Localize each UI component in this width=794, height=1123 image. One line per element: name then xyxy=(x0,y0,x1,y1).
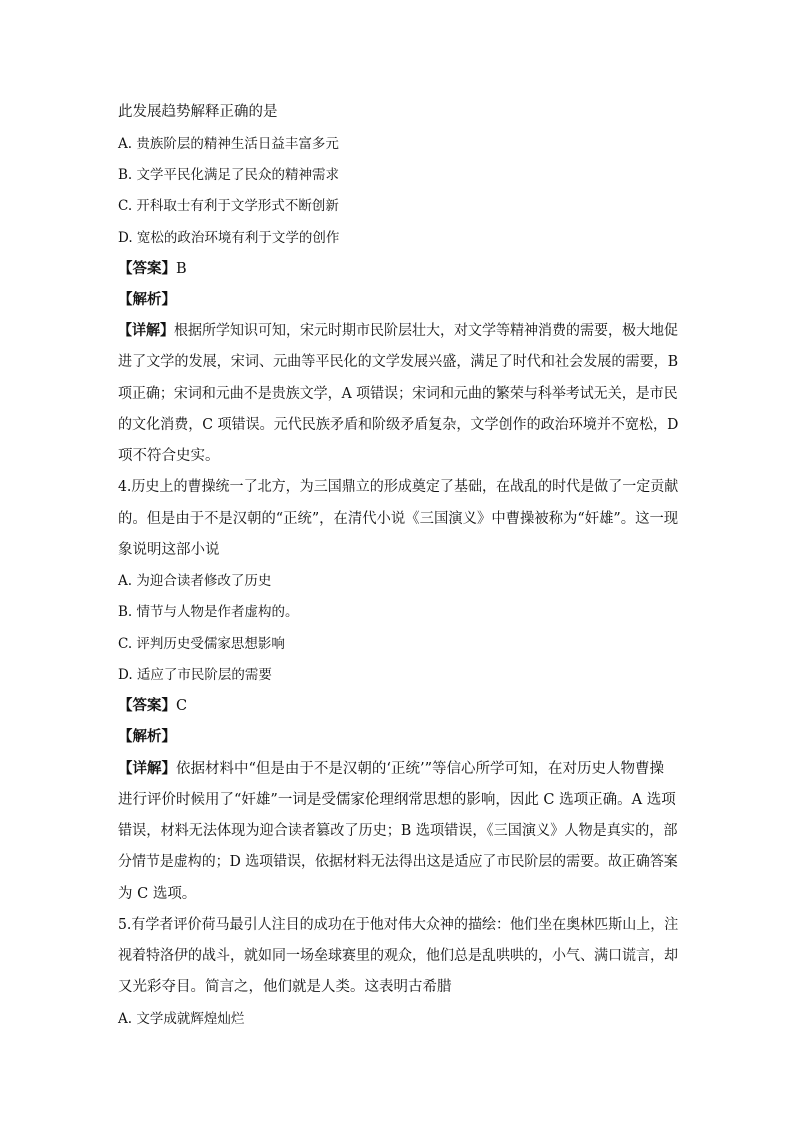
detail-label: 【详解】 xyxy=(118,322,174,339)
answer-label: 【答案】 xyxy=(118,260,176,277)
q4-detail-line-2: 进行评价时候用了“奸雄”一词是受儒家伦理纲常思想的影响，因此 C 选项正确。A 选项 xyxy=(118,792,676,808)
q3-answer xyxy=(118,259,678,279)
q4-stem-line-2: 的。但是由于不是汉朝的“正统”，在清代小说《三国演义》中曹操被称为“奸雄”。这一现 xyxy=(118,511,679,527)
q4-detail-line-4: 分情节是虚构的；D 选项错误，依据材料无法得出这是适应了市民阶层的需要。故正确答案 xyxy=(118,854,678,870)
q4-stem-line-1: 4.历史上的曹操统一了北方，为三国鼎立的形成奠定了基础，在战乱的时代是做了一定贡献 xyxy=(118,479,679,495)
q4-option-d: D. 适应了市民阶层的需要 xyxy=(118,667,272,683)
answer-value: B xyxy=(176,261,187,277)
q3-stem-tail: 此发展趋势解释正确的是 xyxy=(118,104,278,120)
answer-label: 【答案】 xyxy=(118,697,176,714)
analysis-label: 【解析】 xyxy=(118,291,176,308)
q3-option-b: B. 文学平民化满足了民众的精神需求 xyxy=(118,167,340,183)
q4-option-b: B. 情节与人物是作者虚构的。 xyxy=(118,604,299,620)
q3-option-a: A. 贵族阶层的精神生活日益丰富多元 xyxy=(118,136,339,152)
detail-text: 根据所学知识可知，宋元时期市民阶层壮大，对文学等精神消费的需要，极大地促 xyxy=(173,323,678,339)
q3-option-c: C. 开科取士有利于文学形式不断创新 xyxy=(118,198,339,214)
q3-option-d: D. 宽松的政治环境有利于文学的创作 xyxy=(118,230,340,246)
q5-stem-line-1: 5.有学者评价荷马最引人注目的成功在于他对伟大众神的描绘：他们坐在奥林匹斯山上，注 xyxy=(118,917,679,933)
detail-text: 依据材料中“但是由于不是汉朝的‘正统’”等信心所学可知，在对历史人物曹操 xyxy=(176,761,665,777)
q4-option-c: C. 评判历史受儒家思想影响 xyxy=(118,636,285,652)
answer-value: C xyxy=(176,698,188,714)
q3-detail-line-4: 的文化消费，C 项错误。元代民族矛盾和阶级矛盾复杂，文学创作的政治环境并不宽松，D xyxy=(118,417,679,433)
q3-detail-line-5: 项不符合史实。 xyxy=(118,448,220,464)
q4-detail-line-5: 为 C 选项。 xyxy=(118,886,197,902)
analysis-label: 【解析】 xyxy=(118,728,176,745)
q4-detail-line-1 xyxy=(118,759,678,779)
q5-stem-line-2: 视着特洛伊的战斗，就如同一场垒球赛里的观众，他们总是乱哄哄的，小气、满口谎言，却 xyxy=(118,948,678,964)
q4-stem-line-3: 象说明这部小说 xyxy=(118,542,220,558)
q5-option-a: A. 文学成就辉煌灿烂 xyxy=(118,1011,245,1027)
q4-option-a: A. 为迎合读者修改了历史 xyxy=(118,573,272,589)
detail-label: 【详解】 xyxy=(118,760,176,777)
q3-detail-line-3: 项正确；宋词和元曲不是贵族文学，A 项错误；宋词和元曲的繁荣与科举考试无关，是市民 xyxy=(118,386,678,402)
q3-detail-line-1 xyxy=(118,321,678,341)
q4-analysis-label xyxy=(118,727,678,747)
q3-analysis-label xyxy=(118,290,678,310)
q4-detail-line-3: 错误，材料无法体现为迎合读者篡改了历史；B 选项错误，《三国演义》人物是真实的，部 xyxy=(118,823,678,839)
q4-answer xyxy=(118,696,678,716)
q3-detail-line-2: 进了文学的发展，宋词、元曲等平民化的文学发展兴盛，满足了时代和社会发展的需要，B xyxy=(118,354,679,370)
q5-stem-line-3: 又光彩夺目。简言之，他们就是人类。这表明古希腊 xyxy=(118,979,452,995)
